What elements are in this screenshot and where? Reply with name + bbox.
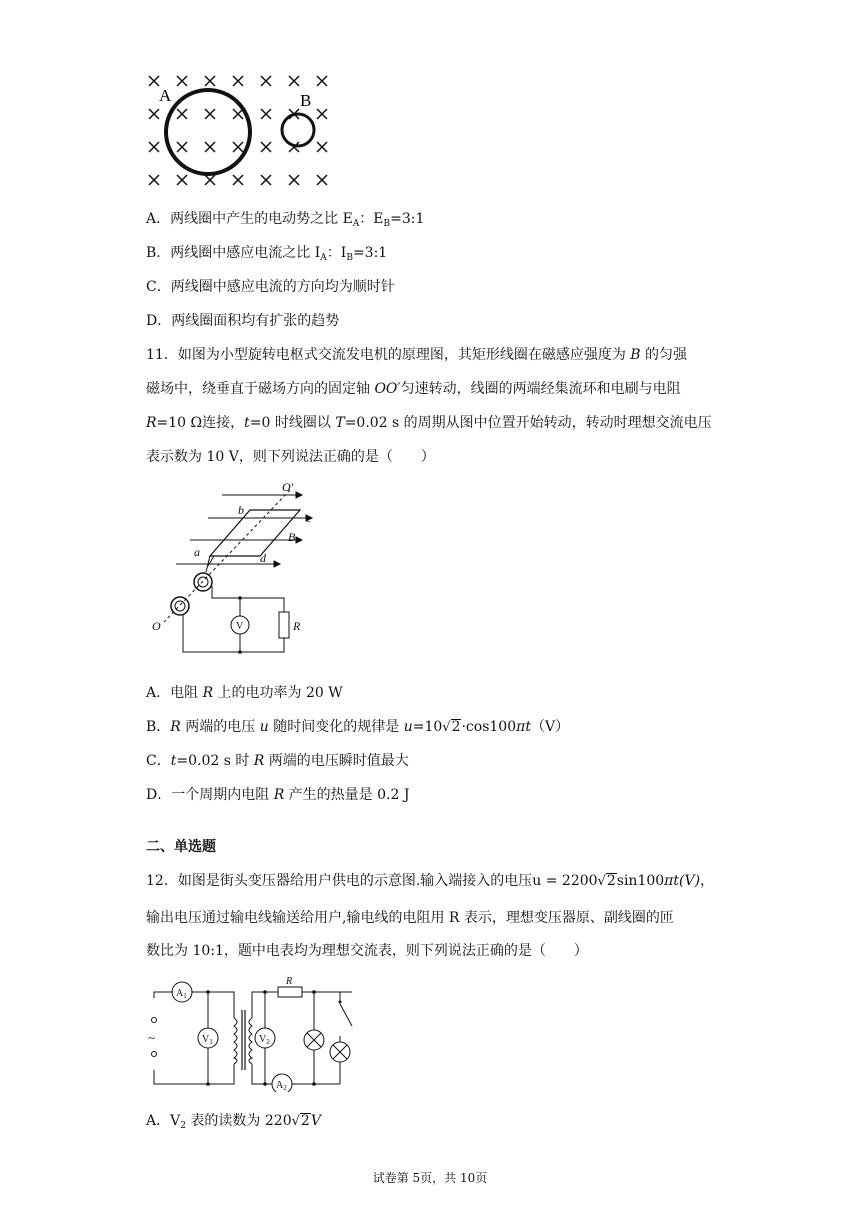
voltmeter-v1-label: $V_1$ xyxy=(202,1034,213,1046)
label-o: O xyxy=(152,619,161,633)
q12-stem-line1: 12．如图是街头变压器给用户供电的示意图.输入端接入的电压u = 2200√2sin100πt(V)， xyxy=(146,873,715,889)
q11-stem-line2: 磁场中，绕垂直于磁场方向的固定轴 OO′匀速转动，线圈的两端经集流环和电刷与电阻 xyxy=(146,381,681,397)
ac-source-symbol: ~ xyxy=(148,1030,156,1045)
label-field-b: B xyxy=(288,530,296,544)
q12-option-a: A．$V_2$ 表的读数为 220√2V xyxy=(146,1113,321,1131)
ammeter-a1-label: $A_1$ xyxy=(176,988,187,1000)
q10-option-b: B．两线圈中感应电流之比 $I_A$：$I_B=3:1$ xyxy=(146,245,388,263)
transformer-figure xyxy=(142,974,368,1092)
label-c-side: c xyxy=(306,511,312,525)
label-b-side: b xyxy=(238,503,244,517)
q11-stem-line4: 表示数为 10 V，则下列说法正确的是（ ） xyxy=(146,449,435,465)
coil-a-label: A xyxy=(159,86,172,105)
coil-a xyxy=(166,90,250,174)
q10-option-c: C．两线圈中感应电流的方向均为顺时针 xyxy=(146,279,395,295)
q11-stem-line3: R=10 Ω连接，t=0 时线圈以 T=0.02 s 的周期从图中位置开始转动，转动时理想交流电压 xyxy=(146,415,712,431)
q11-option-b: B．R 两端的电压 u 随时间变化的规律是 u=10√2·cos100πt（V） xyxy=(146,719,570,735)
section-title: 二、单选题 xyxy=(146,839,216,855)
label-resistor: R xyxy=(293,619,301,633)
voltmeter-label: V xyxy=(236,621,244,632)
q12-stem-line2: 输出电压通过输电线输送给用户,输电线的电阻用 R 表示，理想变压器原、副线圈的匝 xyxy=(146,910,674,926)
label-o-prime: O′ xyxy=(282,482,294,494)
generator-figure xyxy=(150,482,330,662)
q11-option-a: A．电阻 R 上的电功率为 20 W xyxy=(146,685,343,701)
ammeter-a2-label: $A_2$ xyxy=(276,1080,287,1092)
resistor-r-label: R xyxy=(286,976,293,987)
label-a-side: a xyxy=(194,545,200,559)
q11-stem-line1: 11．如图为小型旋转电枢式交流发电机的原理图，其矩形线圈在磁感应强度为 B 的匀强 xyxy=(146,347,688,363)
q10-option-d: D．两线圈面积均有扩张的趋势 xyxy=(146,313,340,329)
q11-option-c: C．t=0.02 s 时 R 两端的电压瞬时值最大 xyxy=(146,753,409,769)
q12-stem-line3: 数比为 10:1，题中电表均为理想交流表，则下列说法正确的是（ ） xyxy=(146,943,588,959)
q10-option-a: A．两线圈中产生的电动势之比 $E_A$：$E_B=3:1$ xyxy=(146,211,425,229)
label-d-side: d xyxy=(260,551,266,565)
coil-b-label: B xyxy=(300,91,312,110)
q11-option-d: D．一个周期内电阻 R 产生的热量是 0.2 J xyxy=(146,787,410,803)
coils-figure xyxy=(140,68,340,193)
page-footer: 试卷第 5页，共 10页 xyxy=(372,1171,488,1185)
voltmeter-v2-label: $V_2$ xyxy=(259,1034,270,1046)
